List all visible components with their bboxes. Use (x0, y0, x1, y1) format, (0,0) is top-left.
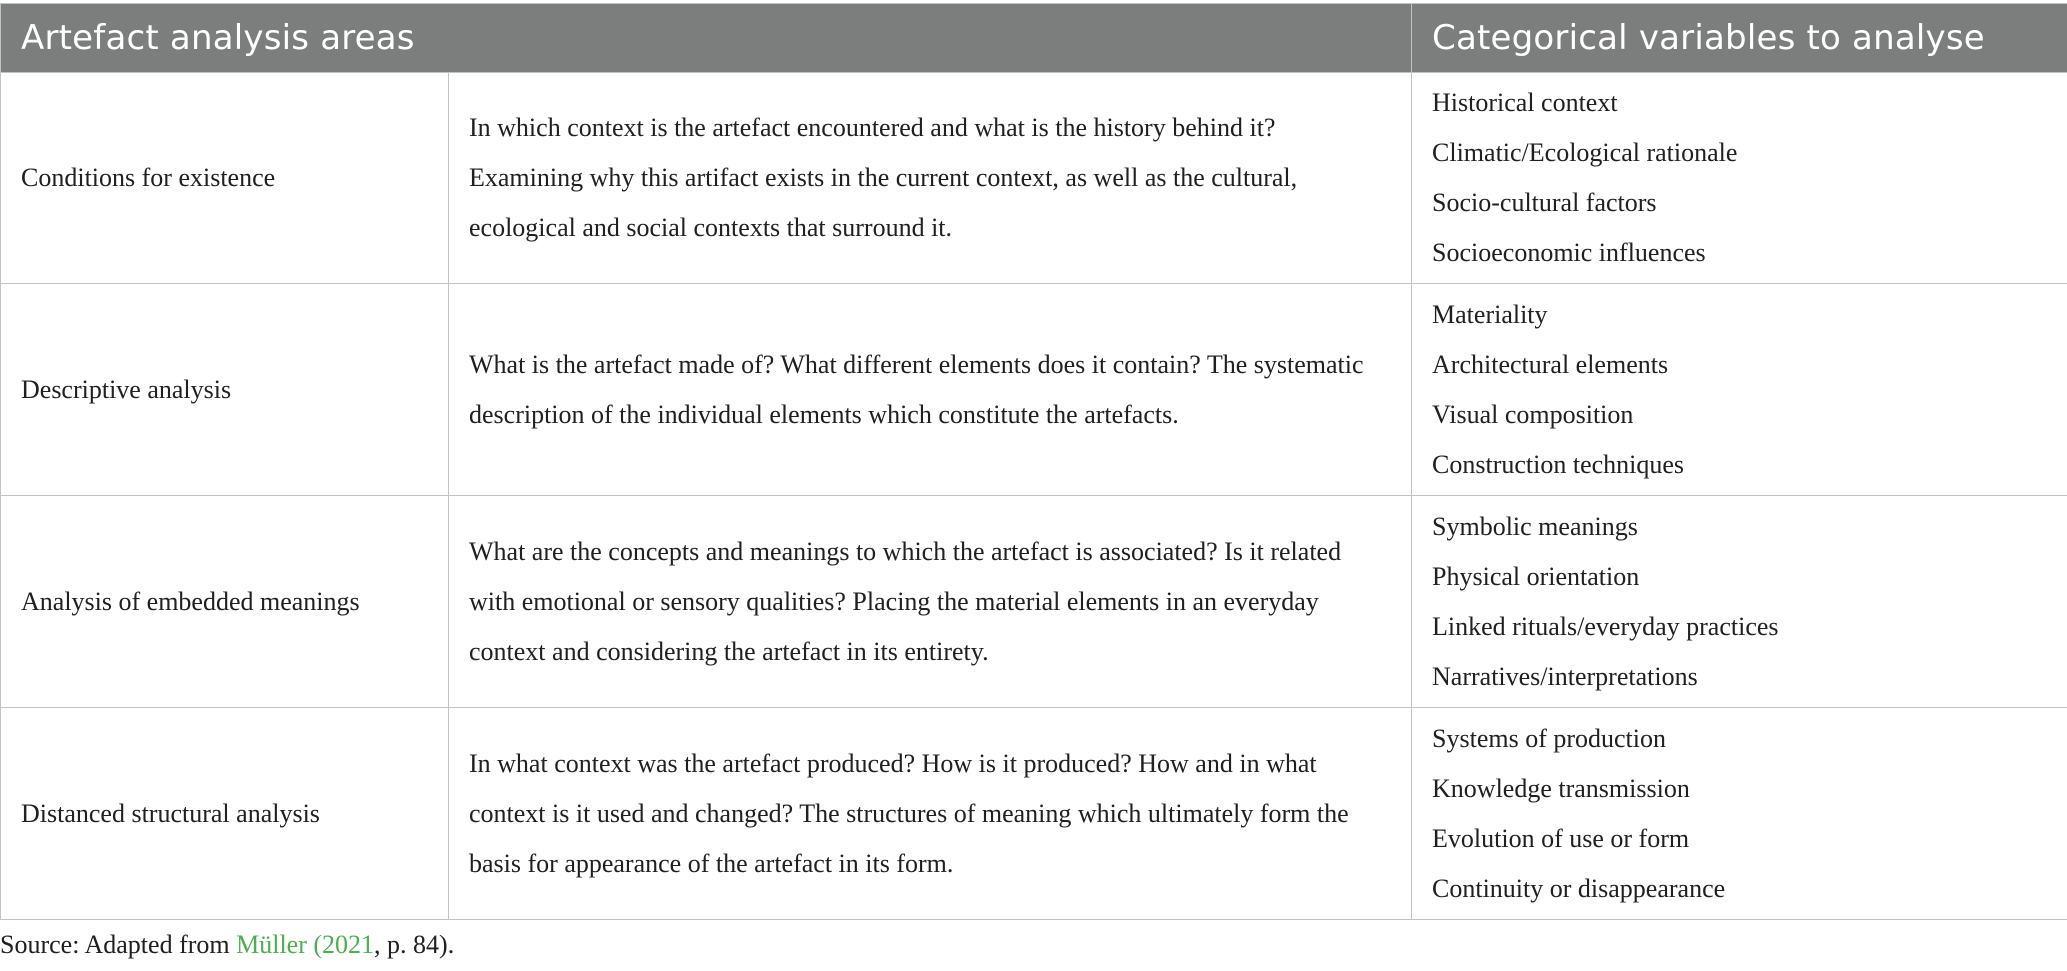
variable-item: Historical context (1432, 88, 1618, 117)
source-prefix: Source: Adapted from (0, 930, 237, 959)
citation-link[interactable]: Müller (2021 (236, 930, 375, 959)
variable-item: Socio-cultural factors (1432, 188, 1657, 217)
source-note (0, 930, 454, 960)
description-cell: In what context was the artefact produced? How is it produced? How and in what context is it used and changed? The structures of meaning which ultimately form the basis for appearance of the artefact in its form. (449, 708, 1412, 920)
variable-item: Continuity or disappearance (1432, 873, 1726, 903)
variables-cell (1412, 284, 2067, 496)
area-cell: Distanced structural analysis (1, 708, 449, 920)
table-row (1, 73, 2067, 284)
variable-item: Physical orientation (1432, 561, 1640, 591)
description-cell: In which context is the artefact encountered and what is the history behind it? Examining why this artifact exists in the current context, as well as the cultural, ecological and social contexts that surround it. (449, 73, 1412, 284)
table-row (1, 284, 2067, 496)
variable-item: Knowledge transmission (1432, 773, 1690, 803)
area-cell: Analysis of embedded meanings (1, 496, 449, 708)
variables-cell (1412, 708, 2067, 920)
area-cell: Descriptive analysis (1, 284, 449, 496)
area-cell: Conditions for existence (1, 73, 449, 284)
description-cell: What is the artefact made of? What different elements does it contain? The systematic description of the individual elements which constitute the artefacts. (449, 284, 1412, 496)
variables-cell (1412, 496, 2067, 708)
variable-item: Socioeconomic influences (1432, 238, 1706, 267)
variable-item: Systems of production (1432, 723, 1667, 753)
variable-item: Linked rituals/everyday practices (1432, 611, 1779, 641)
header-artefact-analysis-areas: Artefact analysis areas (1, 4, 1412, 73)
description-cell: What are the concepts and meanings to which the artefact is associated? Is it related with emotional or sensory qualities? Placing the material elements in an everyday context and considering the artefact in its entirety. (449, 496, 1412, 708)
variable-item: Construction techniques (1432, 449, 1685, 479)
variables-cell (1412, 73, 2067, 284)
variable-item: Architectural elements (1432, 349, 1669, 379)
variable-item: Visual composition (1432, 399, 1634, 429)
variable-item: Climatic/Ecological rationale (1432, 138, 1738, 167)
table-row (1, 496, 2067, 708)
variable-item: Evolution of use or form (1432, 823, 1690, 853)
variable-item: Symbolic meanings (1432, 511, 1638, 541)
table-header-row (1, 4, 2067, 73)
variable-item: Materiality (1432, 299, 1548, 329)
variable-item: Narratives/interpretations (1432, 661, 1698, 691)
header-categorical-variables: Categorical variables to analyse (1412, 4, 2067, 73)
source-suffix: , p. 84). (374, 930, 455, 959)
table-row (1, 708, 2067, 920)
artefact-analysis-table (0, 3, 2067, 920)
